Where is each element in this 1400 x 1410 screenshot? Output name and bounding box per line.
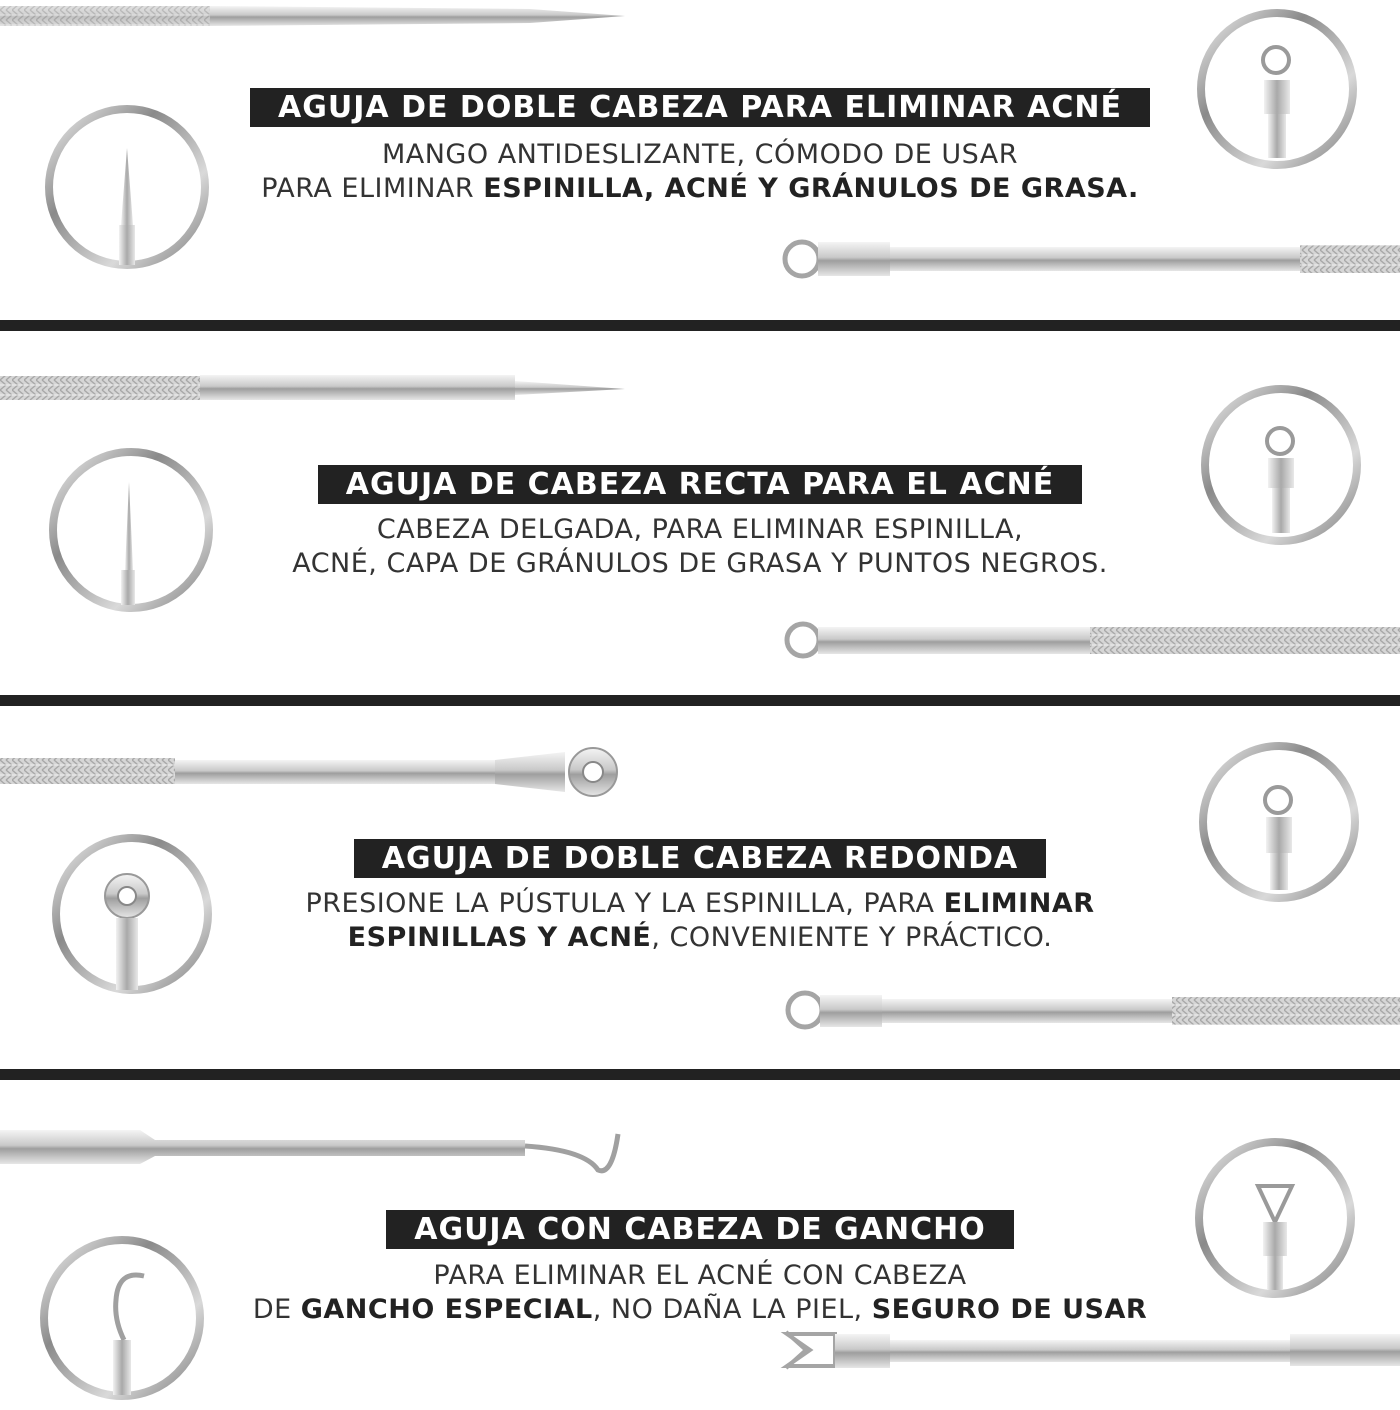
hook-tool-top	[0, 1130, 618, 1171]
loop-tool-bottom-2	[787, 624, 1400, 656]
needle-tool-top	[0, 6, 625, 26]
section-2-line-1: CABEZA DELGADA, PARA ELIMINAR ESPINILLA,	[376, 514, 1024, 545]
section-divider-2	[0, 695, 1400, 706]
section-3-line-1-text: PRESIONE LA PÚSTULA Y LA ESPINILLA, PARA	[305, 888, 944, 919]
section-1-line-2	[0, 172, 1400, 206]
section-1-title	[0, 88, 1400, 127]
section-2-title	[0, 465, 1400, 504]
section-1-line-1: MANGO ANTIDESLIZANTE, CÓMODO DE USAR	[381, 139, 1019, 170]
section-4-line-2-bold-a: GANCHO ESPECIAL	[300, 1294, 593, 1325]
section-4-line-1: PARA ELIMINAR EL ACNÉ CON CABEZA	[433, 1260, 967, 1291]
round-head-tool-top	[0, 748, 617, 796]
section-4-title-label: AGUJA CON CABEZA DE GANCHO	[386, 1210, 1014, 1249]
section-4-line-2-text-a: DE	[252, 1294, 301, 1325]
section-1-title-label: AGUJA DE DOBLE CABEZA PARA ELIMINAR ACNÉ	[250, 88, 1150, 127]
section-4-line-2-bold-b: SEGURO DE USAR	[871, 1294, 1148, 1325]
section-2-title-label: AGUJA DE CABEZA RECTA PARA EL ACNÉ	[318, 465, 1082, 504]
section-3-description	[0, 887, 1400, 955]
section-2-description	[0, 513, 1400, 581]
section-1-description	[0, 138, 1400, 206]
section-3-line-1	[0, 887, 1400, 921]
section-3-line-1-bold: ELIMINAR	[943, 888, 1095, 919]
section-3-title	[0, 839, 1400, 878]
section-3-line-2	[0, 921, 1400, 955]
loop-tool-bottom-3	[788, 993, 1400, 1027]
section-3-line-2-bold: ESPINILLAS Y ACNÉ	[347, 922, 652, 953]
section-divider-3	[0, 1069, 1400, 1080]
section-2-line-2: ACNÉ, CAPA DE GRÁNULOS DE GRASA Y PUNTOS NEGROS.	[292, 548, 1108, 579]
straight-needle-tool-top	[0, 375, 625, 400]
section-1-line-2-bold: ESPINILLA, ACNÉ Y GRÁNULOS DE GRASA.	[483, 173, 1139, 204]
section-4-description	[0, 1259, 1400, 1327]
section-1-line-2-text: PARA ELIMINAR	[261, 173, 484, 204]
section-4-title	[0, 1210, 1400, 1249]
triangle-tool-bottom	[786, 1332, 1400, 1368]
section-3-title-label: AGUJA DE DOBLE CABEZA REDONDA	[354, 839, 1046, 878]
loop-tool-bottom	[785, 242, 1400, 276]
section-4-line-2-text-b: , NO DAÑA LA PIEL,	[592, 1294, 872, 1325]
section-3-line-2-text: , CONVENIENTE Y PRÁCTICO.	[651, 922, 1053, 953]
section-divider-1	[0, 320, 1400, 331]
section-4-line-2	[0, 1293, 1400, 1327]
